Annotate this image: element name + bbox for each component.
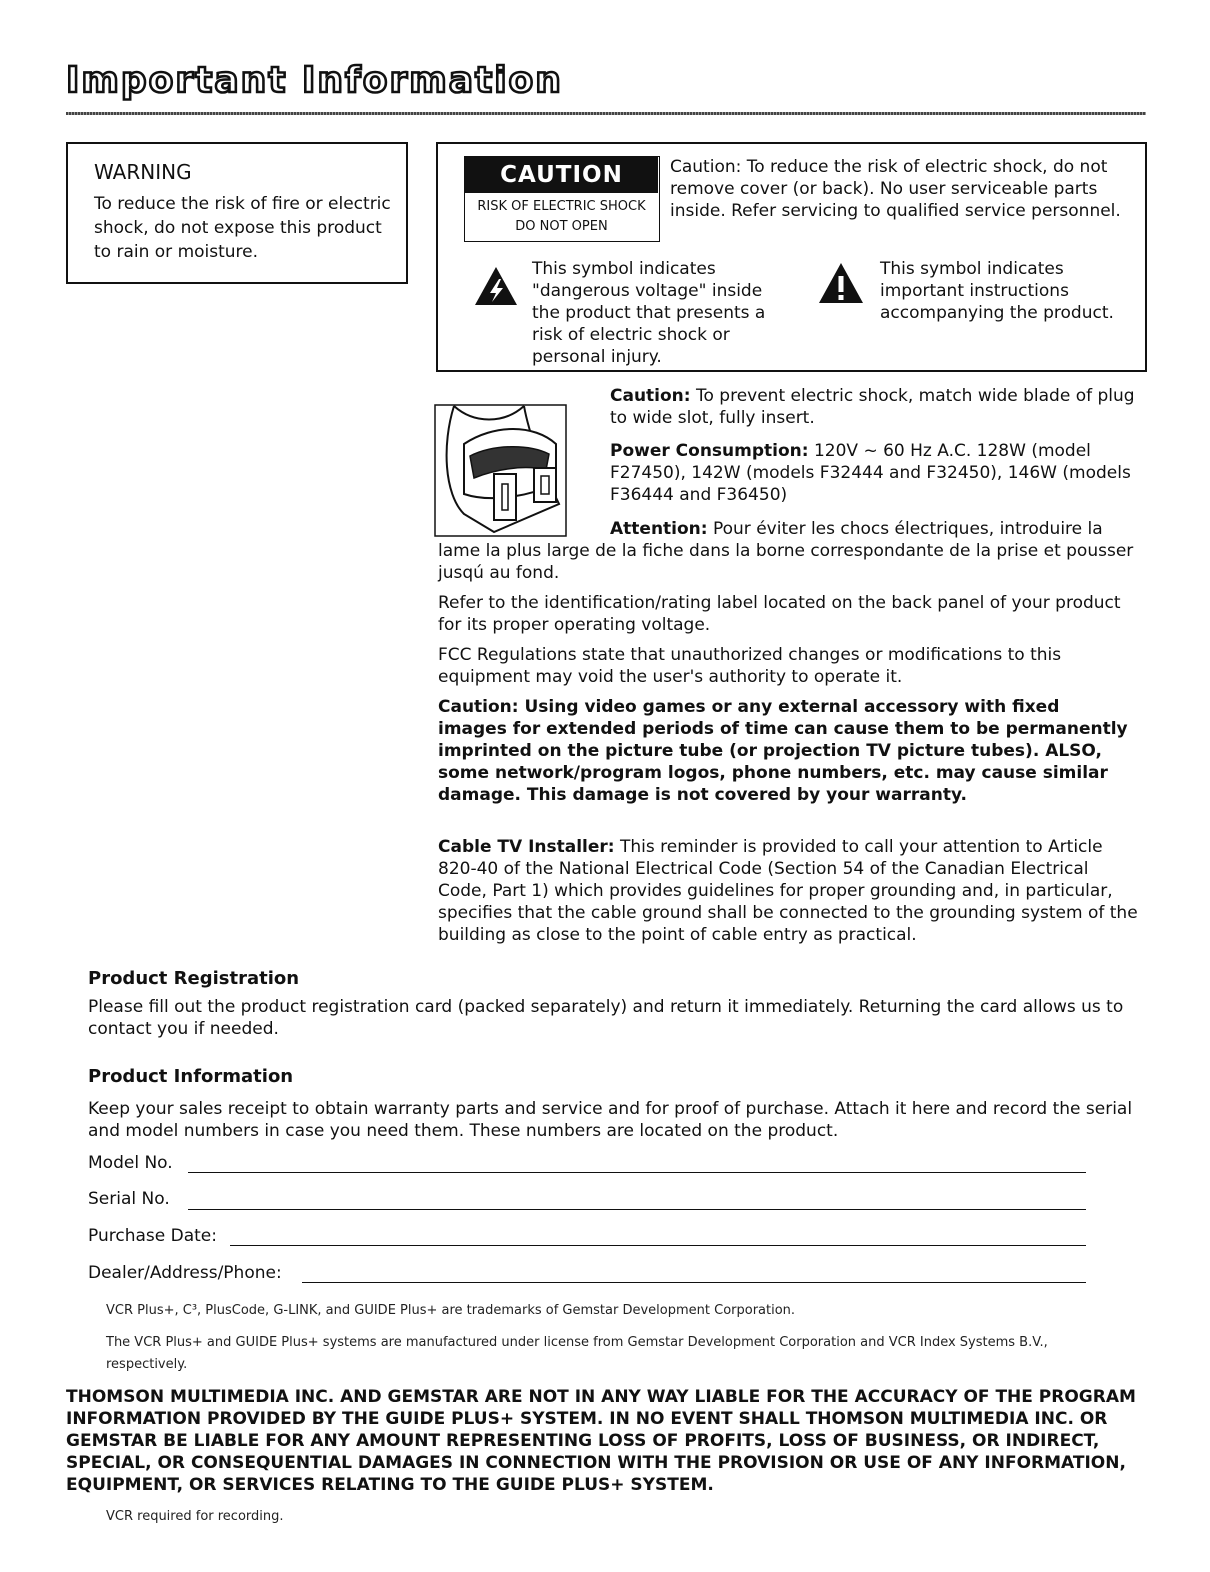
warning-title: WARNING	[94, 160, 192, 184]
caution-label-sub	[465, 197, 658, 237]
video-caution: Caution: Using video games or any external accessory with fixed images for extended periods of time can cause them to be permanently imprinted on the picture tube (or projection TV picture tubes). ALSO, some network/program logos, phone numbers, etc. may cause similar damage. This damage is not covered by your warranty.	[438, 697, 1128, 805]
dealer-field[interactable]	[302, 1282, 1086, 1283]
warning-box	[66, 142, 408, 284]
model-no-label: Model No.	[88, 1153, 173, 1173]
caution-label-line2: DO NOT OPEN	[515, 219, 608, 234]
exclamation-triangle-icon	[818, 262, 864, 304]
instructions-symbol-text: This symbol indicates important instructions accompanying the product.	[880, 259, 1114, 323]
license-note: The VCR Plus+ and GUIDE Plus+ systems are manufactured under license from Gemstar Development Corporation and VCR Index Systems B.V., respectively.	[106, 1335, 1048, 1372]
power-consumption-text: 120V ~ 60 Hz A.C. 128W (model F27450), 142W (models F32444 and F32450), 146W (models F36444 and F36450)	[610, 441, 1131, 505]
liability-disclaimer: THOMSON MULTIMEDIA INC. AND GEMSTAR ARE NOT IN ANY WAY LIABLE FOR THE ACCURACY OF THE PROGRAM INFORMATION PROVIDED BY THE GUIDE PLUS+ SYSTEM. IN NO EVENT SHALL THOMSON MULTIMEDIA INC. OR GEMSTAR BE LIABLE FOR ANY AMOUNT REPRESENTING LOSS OF PROFITS, LOSS OF BUSINESS, OR INDIRECT, SPECIAL, OR CONSEQUENTIAL DAMAGES IN CONNECTION WITH THE PROVISION OR USE OF ANY INFORMATION, EQUIPMENT, OR SERVICES RELATING TO THE GUIDE PLUS+ SYSTEM.	[66, 1387, 1136, 1495]
lightning-triangle-icon	[474, 266, 518, 306]
title-rule	[66, 112, 1146, 115]
caution-box	[436, 142, 1147, 372]
dealer-label: Dealer/Address/Phone:	[88, 1263, 282, 1283]
caution-label-head: CAUTION	[465, 157, 658, 193]
plug-caution-label: Caution:	[610, 386, 691, 406]
fcc-text: FCC Regulations state that unauthorized changes or modifications to this equipment may void the user's authority to operate it.	[438, 645, 1062, 687]
power-consumption	[610, 440, 1140, 506]
caution-label	[464, 156, 660, 242]
plug-caution	[610, 385, 1140, 429]
cable-installer-text: This reminder is provided to call your attention to Article 820-40 of the National Electrical Code (Section 54 of the Canadian Electrical Code, Part 1) which provides guidelines for proper grounding and, in particular, specifies that the cable ground shall be connected to the grounding system of the building as close to the point of cable entry as practical.	[438, 837, 1138, 945]
attention-label: Attention:	[610, 519, 708, 539]
serial-no-field[interactable]	[188, 1209, 1086, 1210]
serial-no-label: Serial No.	[88, 1189, 170, 1209]
purchase-date-label: Purchase Date:	[88, 1226, 217, 1246]
attention-french	[438, 518, 1142, 584]
caution-text: Caution: To reduce the risk of electric shock, do not remove cover (or back). No user serviceable parts inside. Refer servicing to qualified service personnel.	[670, 157, 1121, 221]
model-no-field[interactable]	[188, 1172, 1086, 1173]
cable-installer-label: Cable TV Installer:	[438, 837, 615, 857]
purchase-date-field[interactable]	[230, 1245, 1086, 1246]
trademark-note: VCR Plus+, C³, PlusCode, G-LINK, and GUIDE Plus+ are trademarks of Gemstar Development Corporation.	[106, 1303, 796, 1318]
product-info-heading: Product Information	[88, 1066, 294, 1087]
caution-label-line1: RISK OF ELECTRIC SHOCK	[477, 199, 646, 214]
page-title: Important Information	[66, 60, 563, 101]
voltage-symbol-text: This symbol indicates "dangerous voltage" inside the product that presents a risk of electric shock or personal injury.	[532, 259, 766, 367]
power-consumption-label: Power Consumption:	[610, 441, 809, 461]
cable-installer	[438, 836, 1142, 946]
warning-text: To reduce the risk of fire or electric shock, do not expose this product to rain or moisture.	[94, 194, 391, 262]
registration-heading: Product Registration	[88, 968, 300, 989]
product-info-text: Keep your sales receipt to obtain warranty parts and service and for proof of purchase. Attach it here and record the serial and model numbers in case you need them. These numbers are located on the product.	[88, 1099, 1133, 1141]
plug-caution-text: To prevent electric shock, match wide blade of plug to wide slot, fully insert.	[610, 386, 1135, 428]
registration-text: Please fill out the product registration card (packed separately) and return it immediately. Returning the card allows us to contact you if needed.	[88, 997, 1124, 1039]
attention-text: Pour éviter les chocs électriques, introduire la lame la plus large de la fiche dans la borne correspondante de la prise et pousser jusqú au fond.	[438, 519, 1134, 583]
vcr-note: VCR required for recording.	[106, 1509, 284, 1524]
refer-text: Refer to the identification/rating label located on the back panel of your product for its proper operating voltage.	[438, 593, 1121, 635]
